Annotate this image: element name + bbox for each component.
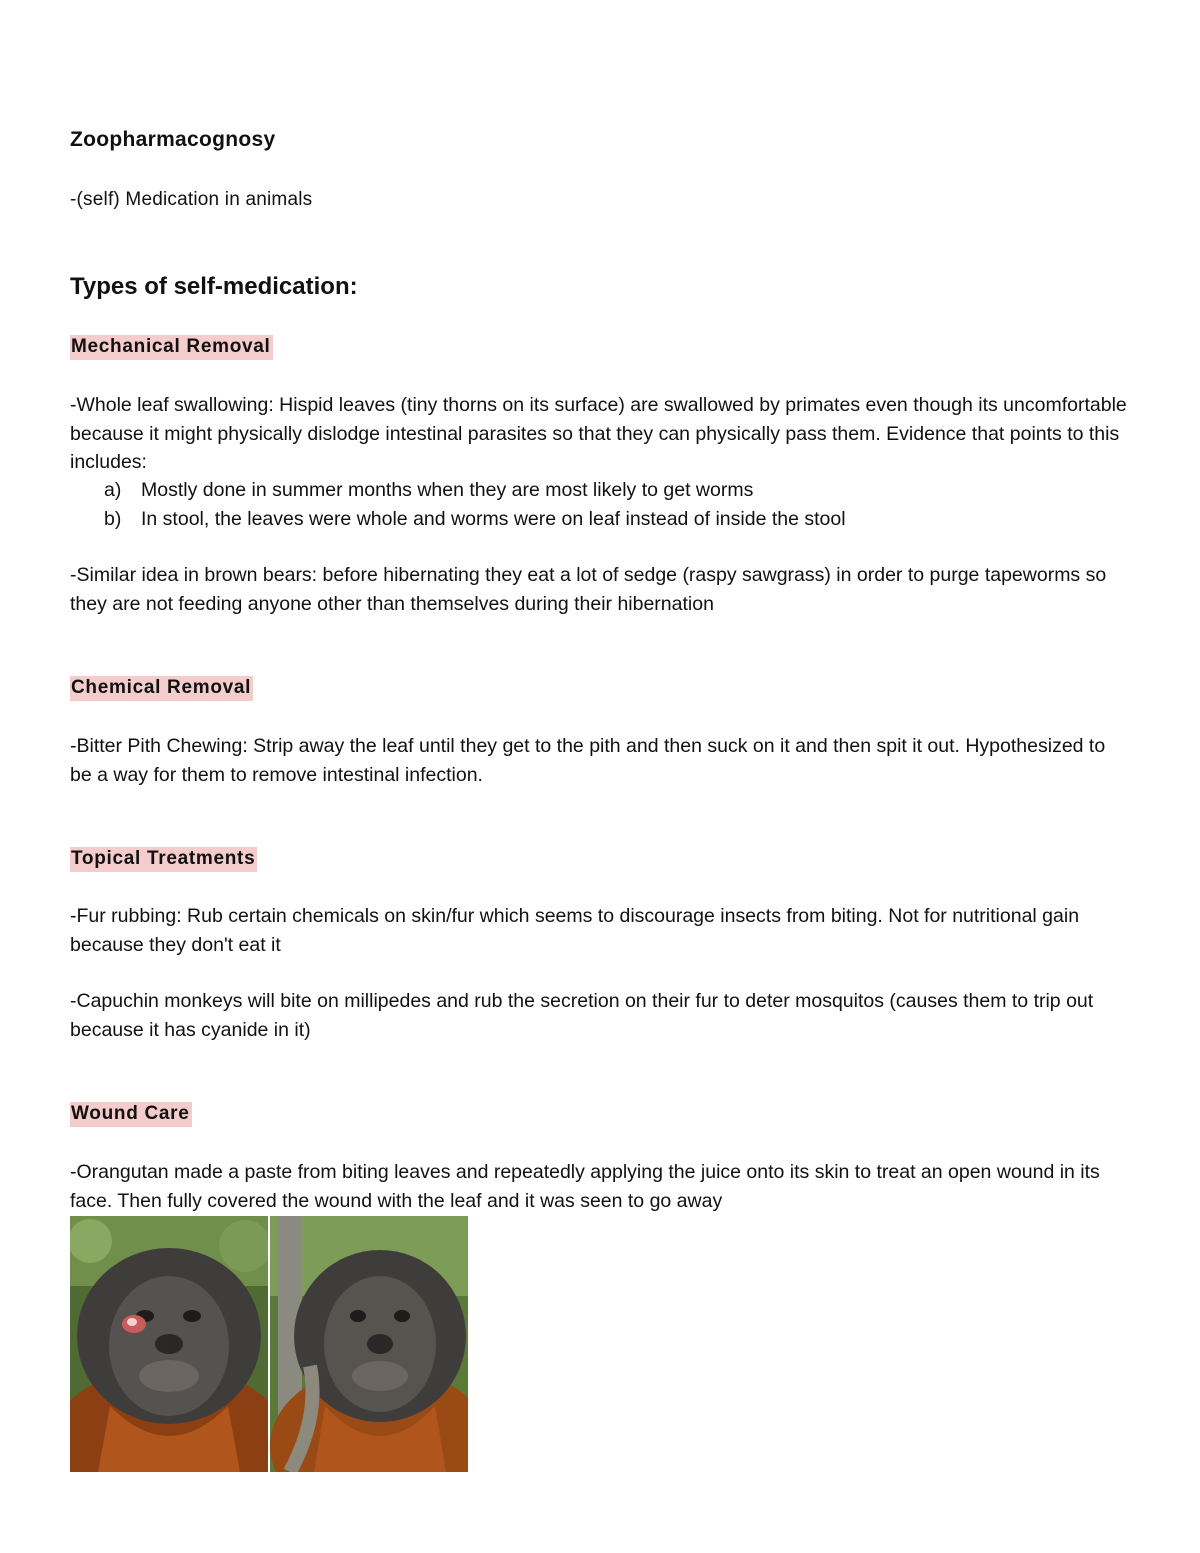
mechanical-paragraph-1: -Whole leaf swallowing: Hispid leaves (tiny thorns on its surface) are swallowed by primates even though its uncomfortable because it might physically dislodge intestinal parasites so that they can physically pass them. Evidence that points to this includes:	[70, 394, 1127, 473]
topical-paragraph-1: -Fur rubbing: Rub certain chemicals on skin/fur which seems to discourage insects from biting. Not for nutritional gain because they don't eat it	[70, 905, 1080, 956]
section-label-topical: Topical Treatments	[70, 847, 257, 872]
list-marker: a)	[104, 479, 122, 501]
list-item	[104, 476, 1104, 505]
chemical-paragraph-1: -Bitter Pith Chewing: Strip away the leaf until they get to the pith and then suck on it and then spit it out. Hypothesized to be a way for them to remove intestinal infection.	[70, 735, 1106, 786]
mechanical-paragraph-2: -Similar idea in brown bears: before hibernating they eat a lot of sedge (raspy sawgrass) in order to purge tapeworms so they are not feeding anyone other than themselves during their hibernation	[70, 564, 1107, 615]
section-label-chemical: Chemical Removal	[70, 676, 253, 701]
orangutan-photos	[70, 1216, 468, 1472]
topical-paragraph-2: -Capuchin monkeys will bite on millipedes and rub the secretion on their fur to deter mosquitos (causes them to trip out because it has cyanide in it)	[70, 990, 1094, 1041]
page-subtitle: -(self) Medication in animals	[70, 189, 313, 210]
types-heading: Types of self-medication:	[70, 273, 358, 300]
list-item-text: Mostly done in summer months when they are most likely to get worms	[141, 479, 754, 501]
orangutan-photo-healed	[270, 1216, 468, 1472]
wound-paragraph-1: -Orangutan made a paste from biting leaves and repeatedly applying the juice onto its skin to treat an open wound in its face. Then fully covered the wound with the leaf and it was seen to go away	[70, 1161, 1100, 1212]
section-label-mechanical: Mechanical Removal	[70, 335, 273, 360]
list-marker: b)	[104, 507, 122, 530]
list-item-text: In stool, the leaves were whole and worms were on leaf instead of inside the stool	[141, 507, 846, 530]
page-title: Zoopharmacognosy	[70, 128, 276, 151]
list-item	[104, 505, 1104, 534]
mechanical-evidence-list	[104, 476, 1104, 533]
orangutan-photo-wounded	[70, 1216, 268, 1472]
section-label-wound: Wound Care	[70, 1102, 192, 1127]
